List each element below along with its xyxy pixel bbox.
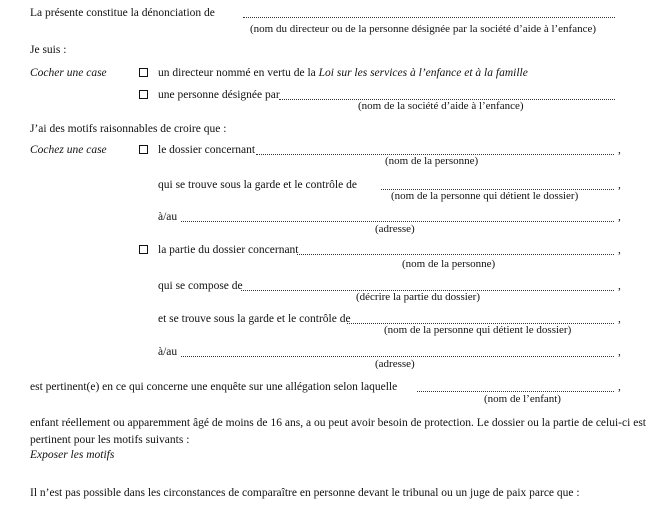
option-personne-label: une personne désignée par: [158, 89, 280, 101]
cochez-instruction: Cochez une case: [30, 144, 107, 156]
child-name-caption: (nom de l’enfant): [484, 393, 561, 405]
impossibility-statement: Il n’est pas possible dans les circonstances de comparaître en personne devant le tribunal ou un juge de paix parce que :: [30, 487, 580, 499]
dossier-person-caption: (nom de la personne): [385, 155, 479, 167]
dossier-label: le dossier concernant: [158, 144, 256, 156]
checkbox-personne-designee[interactable]: [139, 90, 148, 99]
comma: ,: [618, 144, 621, 156]
partie-holder-caption: (nom de la personne qui détient le dossier): [384, 324, 572, 336]
child-name-field[interactable]: [417, 389, 614, 392]
director-name-caption: (nom du directeur ou de la personne désignée par la société d’aide à l’enfance): [250, 23, 597, 35]
pertinent-label: est pertinent(e) en ce qui concerne une enquête sur une allégation selon laquelle: [30, 381, 398, 393]
comma: ,: [618, 381, 621, 393]
je-suis-label: Je suis :: [30, 44, 67, 56]
director-name-field[interactable]: [243, 15, 615, 18]
checkbox-directeur[interactable]: [139, 68, 148, 77]
dossier-holder-caption: (nom de la personne qui détient le dossier): [391, 190, 579, 202]
motifs-intro: J’ai des motifs raisonnables de croire que :: [30, 123, 227, 135]
partie-description-caption: (décrire la partie du dossier): [356, 291, 480, 303]
exposer-motifs-label: Exposer les motifs: [30, 449, 115, 461]
dossier-garde-label: qui se trouve sous la garde et le contrôle de: [158, 179, 357, 191]
society-name-caption: (nom de la société d’aide à l’enfance): [358, 100, 524, 112]
dossier-address-label: à/au: [158, 211, 178, 223]
dossier-address-caption: (adresse): [375, 223, 415, 235]
comma: ,: [618, 280, 621, 292]
option-directeur-label: un directeur nommé en vertu de la Loi sur les services à l’enfance et à la famille: [158, 67, 528, 79]
comma: ,: [618, 313, 621, 325]
law-title: Loi sur les services à l’enfance et à la famille: [318, 67, 528, 79]
denonciation-label: La présente constitue la dénonciation de: [30, 7, 215, 19]
partie-address-label: à/au: [158, 346, 178, 358]
partie-address-field[interactable]: [181, 354, 614, 357]
dossier-address-field[interactable]: [181, 219, 614, 222]
checkbox-dossier[interactable]: [139, 145, 148, 154]
comma: ,: [618, 179, 621, 191]
partie-compose-label: qui se compose de: [158, 280, 243, 292]
protection-paragraph: enfant réellement ou apparemment âgé de moins de 16 ans, a ou peut avoir besoin de protection. Le dossier ou la partie de celui-ci est pertinent pour les motifs suivants :: [30, 417, 646, 446]
cocher-instruction: Cocher une case: [30, 67, 107, 79]
comma: ,: [618, 244, 621, 256]
partie-person-caption: (nom de la personne): [402, 258, 496, 270]
comma: ,: [618, 346, 621, 358]
checkbox-partie-dossier[interactable]: [139, 245, 148, 254]
comma: ,: [618, 211, 621, 223]
partie-person-field[interactable]: [297, 252, 614, 255]
partie-label: la partie du dossier concernant: [158, 244, 299, 256]
partie-garde-label: et se trouve sous la garde et le contrôle de: [158, 313, 351, 325]
partie-address-caption: (adresse): [375, 358, 415, 370]
